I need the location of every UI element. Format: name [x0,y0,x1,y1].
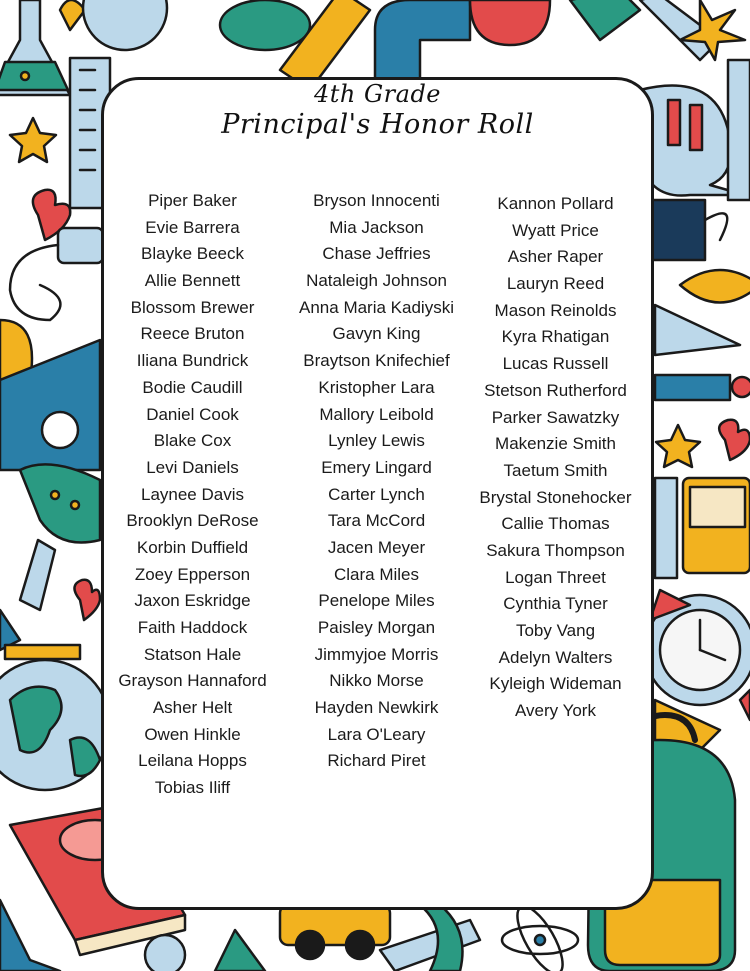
student-name: Nataleigh Johnson [306,271,447,291]
student-name: Anna Maria Kadiyski [299,297,454,317]
student-name: Brooklyn DeRose [126,511,259,531]
student-name: Daniel Cook [146,404,239,424]
student-name: Sakura Thompson [486,540,625,560]
student-name: Statson Hale [143,644,242,664]
binder-clip-icon [650,200,727,260]
student-name: Clara Miles [333,564,420,584]
names-column-1 [105,188,280,802]
student-name: Kristopher Lara [318,377,435,397]
headphones-icon [10,228,103,320]
atom-icon [502,900,578,971]
paper-plane-icon [655,305,740,355]
student-name: Tobias Iliff [154,778,231,798]
student-name: Allie Bennett [144,271,241,291]
star-icon [10,118,56,162]
apple-icon [470,0,550,45]
student-name: Jacen Meyer [327,537,426,557]
student-name: Callie Thomas [501,514,610,534]
marker-icon [380,920,480,971]
student-name: Adelyn Walters [498,647,613,667]
student-name: Paisley Morgan [317,618,436,637]
student-name: Korbin Duffield [136,537,249,557]
student-name: Emery Lingard [321,457,432,477]
student-name: Mason Reinolds [494,300,617,320]
student-name: Asher Raper [507,247,604,267]
student-name: Jaxon Eskridge [134,591,251,611]
student-name: Cynthia Tyner [503,594,608,614]
grade-title: 4th Grade [313,80,442,108]
student-name: Logan Threet [505,567,606,587]
student-name: Iliana Bundrick [136,351,249,371]
football-icon [680,270,750,303]
student-name: Laynee Davis [140,484,244,504]
student-name: Hayden Newkirk [314,698,439,718]
student-name: Kyleigh Wideman [489,674,622,694]
magnet-icon [375,0,470,80]
names-column-2 [289,188,464,775]
student-name: Nikko Morse [329,671,424,691]
student-name: Carter Lynch [328,484,425,504]
honor-roll-title: Principal's Honor Roll [221,109,534,140]
alarm-clock-icon [83,0,167,50]
student-name: Tara McCord [327,511,426,531]
student-name: Makenzie Smith [495,434,616,454]
student-name: Owen Hinkle [144,724,241,744]
student-name: Wyatt Price [512,220,599,240]
student-name: Lynley Lewis [328,431,425,451]
student-name: Braytson Knifechief [303,351,450,371]
student-name: Grayson Hannaford [118,671,267,691]
student-name: Reece Bruton [140,324,245,344]
atom-icon [145,935,185,971]
student-name: Stetson Rutherford [484,380,627,400]
globe-icon [0,645,110,790]
student-name: Blayke Beeck [141,244,244,264]
school-bus-icon [280,905,390,959]
student-name: Leilana Hopps [138,751,247,771]
student-name: Asher Helt [152,698,233,718]
student-name: Kyra Rhatigan [501,327,610,347]
pencil-icon [0,900,60,971]
student-name: Avery York [515,701,596,721]
heart-icon [740,690,750,720]
flask-icon [0,0,70,95]
headphones-icon [60,0,85,30]
star-icon [656,425,700,467]
student-name: Blake Cox [153,431,232,451]
calculator-icon [655,478,750,578]
student-name: Mallory Leibold [319,404,434,424]
student-name: Kannon Pollard [497,194,614,213]
student-name: Penelope Miles [318,591,435,611]
student-name: Levi Daniels [146,457,239,477]
flask-icon [215,930,265,971]
heart-icon [719,420,750,460]
student-name: Blossom Brewer [130,297,255,317]
student-name: Mia Jackson [329,217,424,237]
student-name: Taetum Smith [503,460,608,480]
names-column-3 [468,191,643,725]
student-name: Chase Jeffries [322,244,431,264]
student-name: Gavyn King [332,324,421,344]
alarm-clock-icon [645,590,750,705]
flask-icon [728,60,750,200]
student-name: Lauryn Reed [506,274,605,294]
student-name: Parker Sawatzky [491,407,620,427]
marker-icon [655,375,730,400]
student-name: Jimmyjoe Morris [314,644,439,664]
student-name: Toby Vang [515,621,596,640]
student-name: Lara O'Leary [327,724,426,744]
student-name: Evie Barrera [145,217,240,237]
student-name: Zoey Epperson [134,564,251,584]
student-name: Brystal Stonehocker [479,487,632,507]
student-name: Bryson Innocenti [313,191,440,210]
student-name: Richard Piret [327,751,426,771]
student-name: Lucas Russell [502,354,609,374]
student-name: Bodie Caudill [142,377,243,397]
heart-icon [74,580,100,620]
student-name: Piper Baker [148,191,237,210]
eraser-icon [220,0,310,50]
student-name: Faith Haddock [137,618,248,637]
